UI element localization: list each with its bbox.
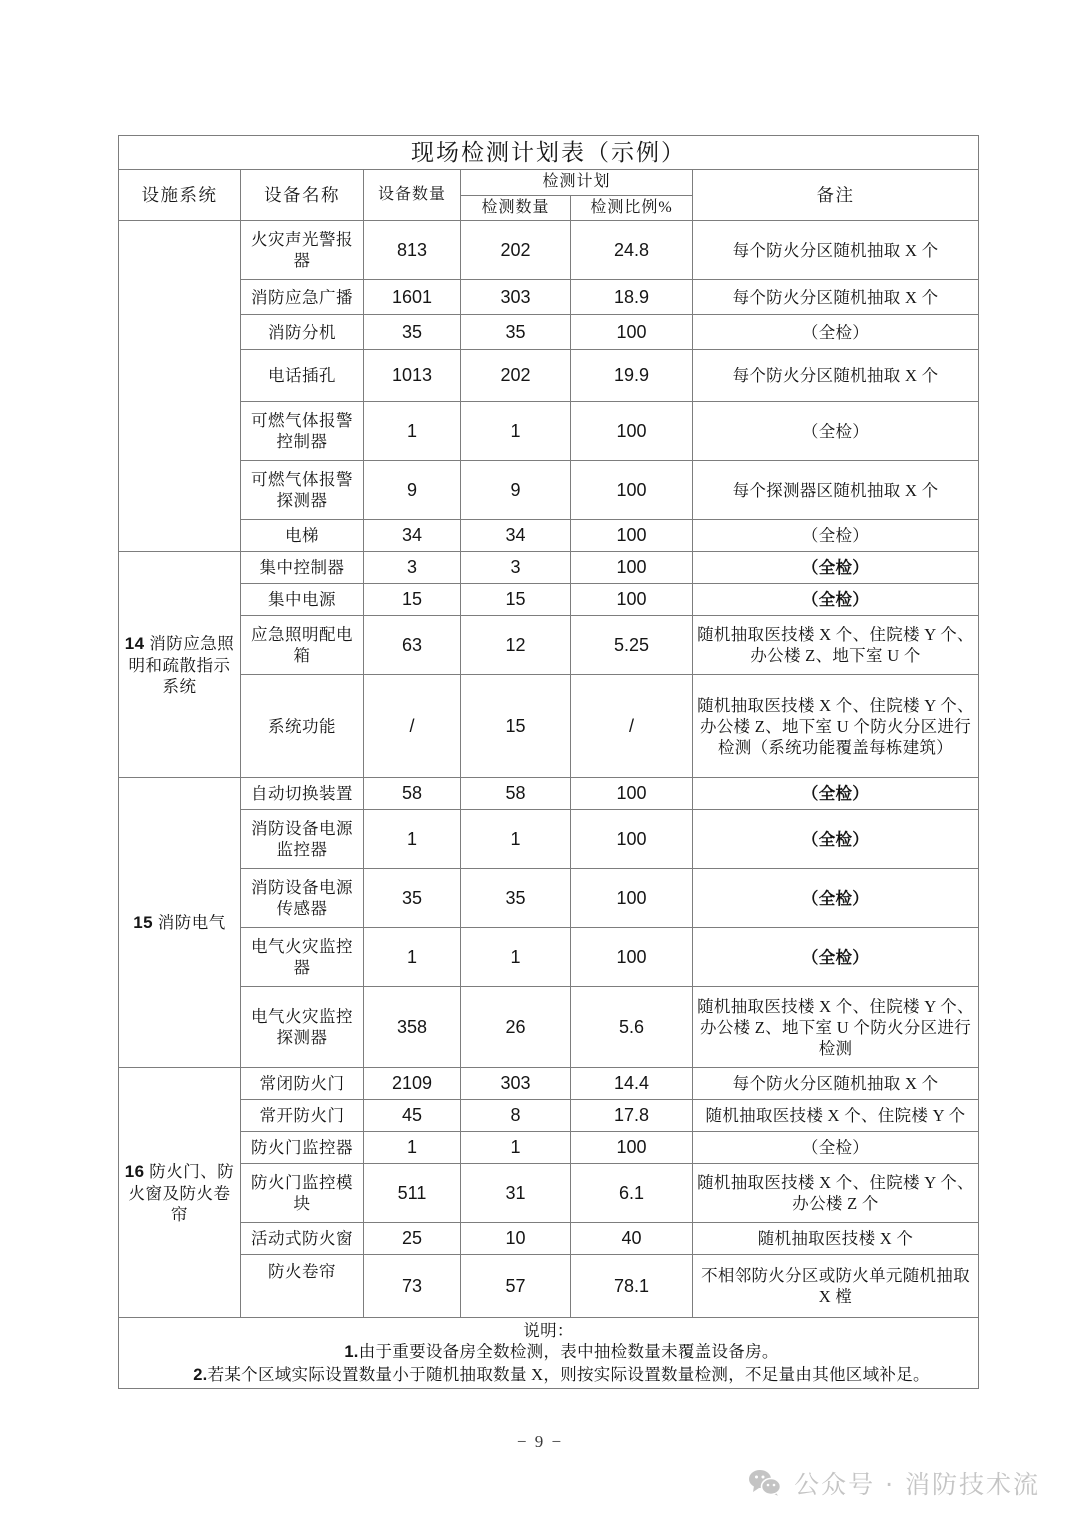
table-row [119, 1164, 979, 1223]
table-title: 现场检测计划表（示例） [119, 136, 979, 170]
equipment-name: 消防设备电源监控器 [241, 810, 364, 869]
table-row [119, 1068, 979, 1100]
header-inspection-ratio: 检测比例% [571, 195, 693, 220]
note-text: 若某个区域实际设置数量小于随机抽取数量 X，则按实际设置数量检测，不足量由其他区域补足。 [207, 1364, 930, 1384]
equipment-name: 集中控制器 [241, 552, 364, 584]
table-row [119, 1223, 979, 1255]
equipment-name: 活动式防火窗 [241, 1223, 364, 1255]
inspection-count: 9 [461, 461, 571, 520]
remark: 每个防火分区随机抽取 X 个 [693, 221, 979, 280]
table-row [119, 1132, 979, 1164]
inspection-count: 1 [461, 928, 571, 987]
equipment-count: 1 [364, 1132, 461, 1164]
system-number: 16 [124, 1161, 145, 1181]
equipment-name: 系统功能 [241, 675, 364, 778]
inspection-count: 58 [461, 778, 571, 810]
inspection-ratio: 100 [571, 1132, 693, 1164]
remark: 每个探测器区随机抽取 X 个 [693, 461, 979, 520]
system-label: 消防应急照明和疏散指示系统 [128, 633, 235, 696]
header-inspection-count: 检测数量 [461, 195, 571, 220]
remark: 随机抽取医技楼 X 个 [693, 1223, 979, 1255]
remark: 随机抽取医技楼 X 个、住院楼 Y 个 [693, 1100, 979, 1132]
table-row [119, 315, 979, 350]
inspection-ratio: 5.6 [571, 987, 693, 1068]
table-row [119, 461, 979, 520]
note-item [122, 1341, 975, 1363]
notes-heading: 说明： [523, 1321, 574, 1341]
equipment-name: 集中电源 [241, 584, 364, 616]
inspection-ratio: 6.1 [571, 1164, 693, 1223]
equipment-name: 常开防火门 [241, 1100, 364, 1132]
equipment-name: 防火卷帘 [241, 1255, 364, 1318]
equipment-count: 1 [364, 810, 461, 869]
remark: 每个防火分区随机抽取 X 个 [693, 280, 979, 315]
remark: （全检） [693, 778, 979, 810]
equipment-count: 3 [364, 552, 461, 584]
note-number: 2. [193, 1365, 208, 1384]
equipment-name: 火灾声光警报器 [241, 221, 364, 280]
equipment-count: 35 [364, 315, 461, 350]
inspection-count: 1 [461, 402, 571, 461]
remark: （全检） [693, 402, 979, 461]
equipment-count: 73 [364, 1255, 461, 1318]
inspection-count: 34 [461, 520, 571, 552]
equipment-name: 可燃气体报警探测器 [241, 461, 364, 520]
equipment-count: 25 [364, 1223, 461, 1255]
system-number: 14 [124, 633, 145, 653]
inspection-ratio: / [571, 675, 693, 778]
system-number: 15 [133, 913, 154, 932]
equipment-count: 358 [364, 987, 461, 1068]
table-row [119, 616, 979, 675]
inspection-ratio: 100 [571, 315, 693, 350]
table-row [119, 280, 979, 315]
equipment-count: 2109 [364, 1068, 461, 1100]
table-title-row [119, 136, 979, 170]
inspection-ratio: 18.9 [571, 280, 693, 315]
equipment-name: 电气火灾监控器 [241, 928, 364, 987]
remark: 每个防火分区随机抽取 X 个 [693, 350, 979, 402]
inspection-ratio: 100 [571, 928, 693, 987]
equipment-count: 1 [364, 928, 461, 987]
table-header-row-1 [119, 170, 979, 195]
header-inspection-plan: 检测计划 [461, 170, 693, 195]
equipment-name: 消防应急广播 [241, 280, 364, 315]
equipment-name: 消防设备电源传感器 [241, 869, 364, 928]
remark: 不相邻防火分区或防火单元随机抽取 X 樘 [693, 1255, 979, 1318]
table-row [119, 928, 979, 987]
inspection-ratio: 100 [571, 461, 693, 520]
inspection-ratio: 17.8 [571, 1100, 693, 1132]
equipment-count: 35 [364, 869, 461, 928]
equipment-count: 1601 [364, 280, 461, 315]
equipment-name: 消防分机 [241, 315, 364, 350]
remark: 随机抽取医技楼 X 个、住院楼 Y 个、办公楼 Z、地下室 U 个 [693, 616, 979, 675]
table-row [119, 810, 979, 869]
equipment-name: 可燃气体报警控制器 [241, 402, 364, 461]
note-number: 1. [344, 1343, 359, 1362]
wechat-icon [748, 1469, 782, 1497]
equipment-count: / [364, 675, 461, 778]
header-equipment-count: 设备数量 [364, 170, 461, 221]
table-row [119, 675, 979, 778]
inspection-count: 1 [461, 810, 571, 869]
inspection-ratio: 100 [571, 520, 693, 552]
equipment-count: 34 [364, 520, 461, 552]
inspection-ratio: 5.25 [571, 616, 693, 675]
remark: （全检） [693, 869, 979, 928]
equipment-count: 63 [364, 616, 461, 675]
inspection-count: 202 [461, 350, 571, 402]
equipment-name: 防火门监控模块 [241, 1164, 364, 1223]
inspection-count: 12 [461, 616, 571, 675]
table-row [119, 520, 979, 552]
equipment-count: 511 [364, 1164, 461, 1223]
equipment-name: 应急照明配电箱 [241, 616, 364, 675]
inspection-count: 57 [461, 1255, 571, 1318]
equipment-count: 9 [364, 461, 461, 520]
table-row [119, 869, 979, 928]
inspection-plan-table-container [118, 135, 978, 1389]
table-row [119, 402, 979, 461]
inspection-count: 202 [461, 221, 571, 280]
equipment-name: 电话插孔 [241, 350, 364, 402]
equipment-count: 58 [364, 778, 461, 810]
header-facility-system: 设施系统 [119, 170, 241, 221]
inspection-ratio: 100 [571, 584, 693, 616]
system-label: 消防电气 [157, 913, 226, 932]
header-remarks: 备注 [693, 170, 979, 221]
equipment-name: 电气火灾监控探测器 [241, 987, 364, 1068]
inspection-count: 15 [461, 675, 571, 778]
remark: （全检） [693, 552, 979, 584]
equipment-name: 常闭防火门 [241, 1068, 364, 1100]
remark: 每个防火分区随机抽取 X 个 [693, 1068, 979, 1100]
inspection-ratio: 78.1 [571, 1255, 693, 1318]
inspection-plan-table [118, 135, 979, 1389]
remark: （全检） [693, 520, 979, 552]
inspection-count: 3 [461, 552, 571, 584]
inspection-count: 10 [461, 1223, 571, 1255]
table-row [119, 221, 979, 280]
inspection-count: 8 [461, 1100, 571, 1132]
watermark-text: 公众号 · 消防技术流 [794, 1470, 1040, 1499]
table-row [119, 987, 979, 1068]
inspection-ratio: 100 [571, 552, 693, 584]
equipment-name: 防火门监控器 [241, 1132, 364, 1164]
inspection-ratio: 100 [571, 778, 693, 810]
header-equipment-name: 设备名称 [241, 170, 364, 221]
remark: 随机抽取医技楼 X 个、住院楼 Y 个、办公楼 Z、地下室 U 个防火分区进行检测 [693, 987, 979, 1068]
watermark [748, 1465, 1040, 1501]
inspection-count: 15 [461, 584, 571, 616]
inspection-ratio: 40 [571, 1223, 693, 1255]
equipment-count: 1013 [364, 350, 461, 402]
equipment-count: 15 [364, 584, 461, 616]
remark: 随机抽取医技楼 X 个、住院楼 Y 个、办公楼 Z 个 [693, 1164, 979, 1223]
remark: （全检） [693, 315, 979, 350]
remark: （全检） [693, 810, 979, 869]
inspection-ratio: 24.8 [571, 221, 693, 280]
system-cell-group-16 [119, 1068, 241, 1318]
system-cell-group-0 [119, 221, 241, 552]
inspection-count: 303 [461, 1068, 571, 1100]
inspection-ratio: 100 [571, 810, 693, 869]
page-number: − 9 − [516, 1432, 564, 1451]
inspection-count: 303 [461, 280, 571, 315]
notes-cell [119, 1318, 979, 1388]
inspection-count: 35 [461, 315, 571, 350]
remark: 随机抽取医技楼 X 个、住院楼 Y 个、办公楼 Z、地下室 U 个防火分区进行检测（系统功能覆盖每栋建筑） [693, 675, 979, 778]
inspection-ratio: 14.4 [571, 1068, 693, 1100]
equipment-name: 电梯 [241, 520, 364, 552]
table-row [119, 1255, 979, 1318]
equipment-count: 45 [364, 1100, 461, 1132]
system-cell-group-14 [119, 552, 241, 778]
inspection-count: 1 [461, 1132, 571, 1164]
inspection-count: 26 [461, 987, 571, 1068]
system-cell-group-15 [119, 778, 241, 1068]
inspection-ratio: 100 [571, 869, 693, 928]
equipment-name: 自动切换装置 [241, 778, 364, 810]
table-row [119, 552, 979, 584]
table-notes-row [119, 1318, 979, 1388]
remark: （全检） [693, 584, 979, 616]
table-row [119, 1100, 979, 1132]
remark: （全检） [693, 928, 979, 987]
inspection-ratio: 19.9 [571, 350, 693, 402]
note-item [122, 1364, 975, 1386]
inspection-count: 35 [461, 869, 571, 928]
equipment-count: 813 [364, 221, 461, 280]
inspection-count: 31 [461, 1164, 571, 1223]
inspection-ratio: 100 [571, 402, 693, 461]
system-label: 防火门、防火窗及防火卷帘 [128, 1161, 235, 1224]
table-row [119, 350, 979, 402]
note-text: 由于重要设备房全数检测，表中抽检数量未覆盖设备房。 [358, 1342, 779, 1362]
table-row [119, 584, 979, 616]
table-row [119, 778, 979, 810]
remark: （全检） [693, 1132, 979, 1164]
equipment-count: 1 [364, 402, 461, 461]
